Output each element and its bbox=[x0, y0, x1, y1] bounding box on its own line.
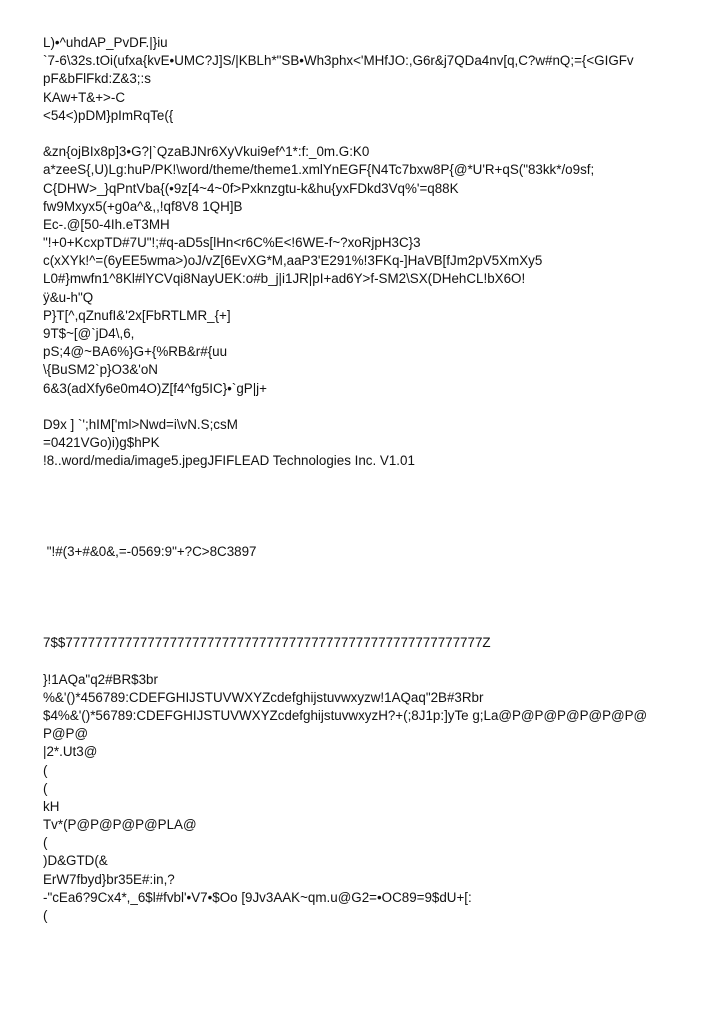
text-line bbox=[43, 507, 720, 525]
text-line: 9T$~[@`jD4\,6, bbox=[43, 326, 135, 341]
text-line: }!1AQa"q2#BR$3br bbox=[43, 671, 158, 687]
text-line: -"cEa6?9Cx4*,_6$l#fvbl'•V7•$Oo [9Jv3AAK~qm.u@G2=•OC89=9$dU+[: bbox=[43, 889, 472, 905]
text-line: <54<)pDM}pImRqTe({ bbox=[43, 107, 174, 123]
text-line: "!+0+KcxpTD#7U"!;#q-aD5s[lHn<r6C%E<!6WE-f~?xoRjpH3C}3 bbox=[43, 235, 421, 251]
text-line: kH bbox=[43, 798, 60, 814]
text-line: "!#(3+#&0&,=-0569:9"+?C>8C3897 bbox=[43, 544, 257, 560]
text-line bbox=[43, 616, 720, 634]
text-line bbox=[43, 561, 720, 579]
text-line bbox=[43, 525, 720, 543]
text-line: pS;4@~BA6%}G+{%RB&r#{uu bbox=[43, 344, 228, 360]
text-line: L)•^uhdAP_PvDF.|}iu bbox=[43, 35, 168, 50]
text-line bbox=[43, 598, 720, 616]
text-line: |2*.Ut3@ bbox=[43, 744, 98, 760]
text-line: 6&3(adXfy6e0m4O)Z[f4^fg5IC}•`gP|j+ bbox=[43, 380, 267, 396]
text-line: ( bbox=[43, 835, 48, 851]
text-line bbox=[43, 471, 720, 489]
text-line: ( bbox=[43, 780, 48, 796]
text-line: &zn{ojBIx8p]3•G?|`QzaBJNr6XyVkui9ef^1*:f:_0m.G:K0 bbox=[43, 144, 370, 160]
text-line: %&'()*456789:CDEFGHIJSTUVWXYZcdefghijstuvwxyzw!1AQaq"2B#3Rbr bbox=[43, 689, 484, 705]
text-line: P}T[^,qZnufI&'2x[FbRTLMR_{+] bbox=[43, 307, 231, 323]
text-line: )D&GTD(& bbox=[43, 853, 108, 869]
text-line: c(xXYk!^=(6yEE5wma>)oJ/vZ[6EvXG*M,aaP3'E291%!3FKq-]HaVB[fJm2pV5XmXy5 bbox=[43, 253, 543, 269]
text-line: Ec-.@[50-4Ih.eT3MH bbox=[43, 216, 170, 232]
text-line: 7$$77777777777777777777777777777777777777777777777777777777Z bbox=[43, 635, 491, 651]
text-line: P@P@ bbox=[43, 726, 89, 742]
text-line: ( bbox=[43, 762, 48, 778]
text-line: $4%&'()*56789:CDEFGHIJSTUVWXYZcdefghijstuvwxyzH?+(;8J1p:]yTe g;La@P@P@P@P@P@P@ bbox=[43, 707, 648, 723]
text-line: ÿ&u-h"Q bbox=[43, 289, 94, 305]
text-line bbox=[43, 652, 720, 670]
text-line: \{BuSM2`p}O3&'oN bbox=[43, 362, 158, 378]
text-line: D9x ] `';hIM['ml>Nwd=i\vN.S;csM bbox=[43, 416, 238, 432]
text-line: a*zeeS{,U)Lg:huP/PK!\word/theme/theme1.xmlYnEGF{N4Tc7bxw8P{@*U'R+qS("83kk*/o9sf; bbox=[43, 162, 595, 178]
text-line bbox=[43, 489, 720, 507]
text-line: ( bbox=[43, 908, 48, 923]
text-line: !8..word/media/image5.jpegJFIFLEAD Technologies Inc. V1.01 bbox=[43, 453, 415, 469]
text-line: C{DHW>_}qPntVba{(•9z[4~4~0f>Pxknzgtu-k&hu{yxFDkd3Vq%'=q88K bbox=[43, 180, 459, 196]
text-line: L0#}mwfn1^8Kl#lYCVqi8NayUEK:o#b_j|i1JR|pI+ad6Y>f-SM2\SX(DHehCL!bX6O! bbox=[43, 271, 526, 287]
text-line: =0421VGo)i)g$hPK bbox=[43, 435, 160, 451]
text-line: KAw+T&+>-C bbox=[43, 89, 125, 105]
text-line: pF&bFlFkd:Z&3;:s bbox=[43, 71, 151, 87]
text-line: fw9Mxyx5(+g0a^&,,!qf8V8 1QH]B bbox=[43, 198, 243, 214]
document-text bbox=[43, 34, 720, 925]
text-line: `7-6\32s.tOi(ufxa{kvE•UMC?J]S/|KBLh*"SB•Wh3phx<'MHfJO:,G6r&j7QDa4nv[q,C?w#nQ;={<GIGFv bbox=[43, 53, 634, 69]
text-line bbox=[43, 125, 720, 143]
text-line bbox=[43, 580, 720, 598]
text-line: ErW7fbyd}br35E#:in,? bbox=[43, 871, 175, 887]
text-line bbox=[43, 398, 720, 416]
text-line: Tv*(P@P@P@P@PLA@ bbox=[43, 817, 197, 833]
